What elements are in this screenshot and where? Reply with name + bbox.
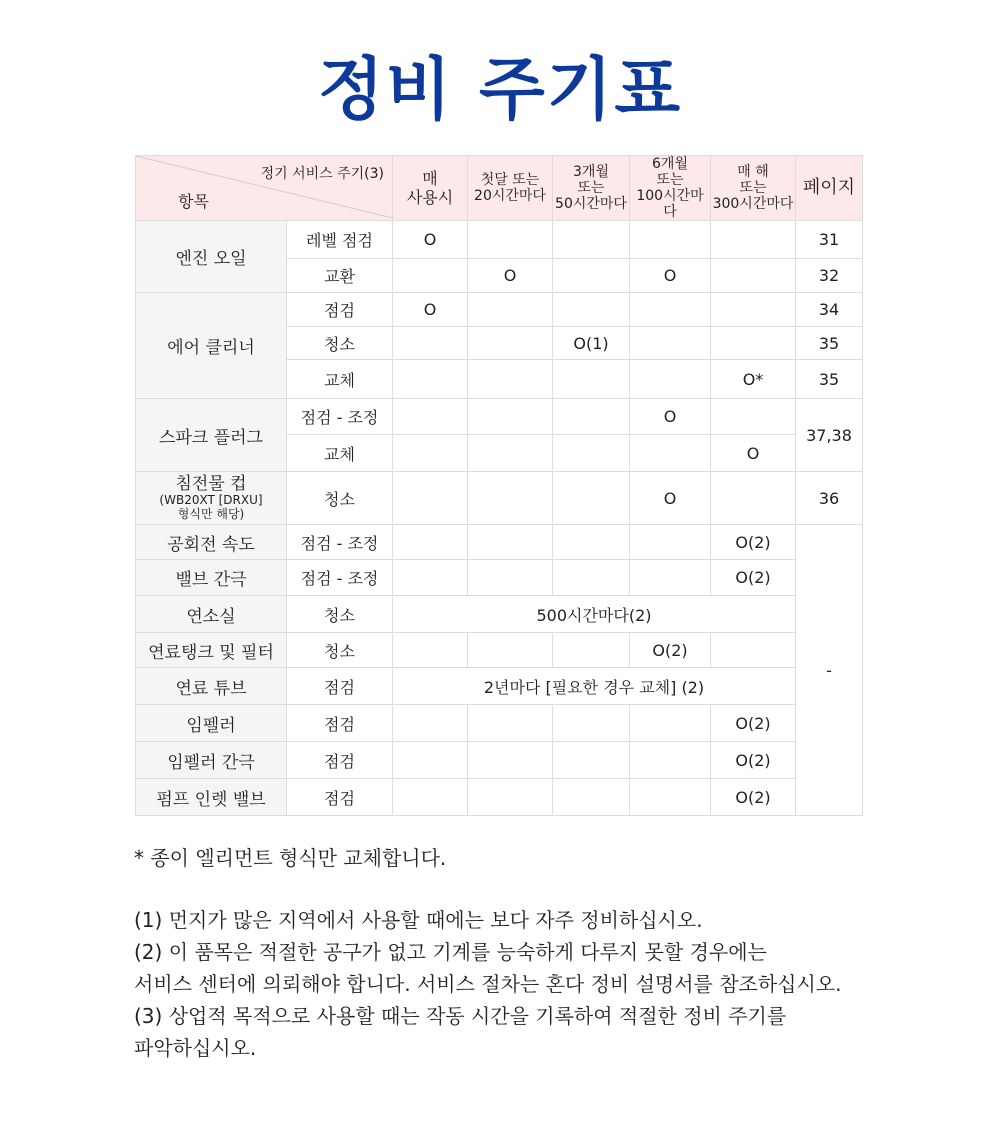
op-cell: 레벨 점검	[287, 221, 393, 259]
empty-cell	[630, 435, 711, 472]
note-2-line-2: 서비스 센터에 의뢰해야 합니다. 서비스 절차는 혼다 정비 설명서를 참조하십시오.	[134, 972, 842, 996]
item-sediment-cup	[136, 472, 287, 525]
empty-cell	[468, 525, 553, 560]
mark-cell: O	[711, 435, 796, 472]
empty-cell	[630, 742, 711, 779]
col-header-6-months	[630, 156, 711, 221]
mark-cell: O	[630, 259, 711, 293]
op-cell: 청소	[287, 596, 393, 633]
mark-cell: O(2)	[711, 742, 796, 779]
empty-cell	[393, 705, 468, 742]
item-valve-clearance: 밸브 간극	[136, 560, 287, 596]
note-2-line-1: (2) 이 품목은 적절한 공구가 없고 기계를 능숙하게 다루지 못할 경우에는	[134, 940, 767, 964]
mark-cell: O(2)	[711, 560, 796, 596]
empty-cell	[393, 779, 468, 816]
empty-cell	[553, 705, 630, 742]
table-row	[136, 668, 863, 705]
item-impeller: 임펠러	[136, 705, 287, 742]
table-row	[136, 293, 863, 327]
note-3-line-2: 파악하십시오.	[134, 1036, 257, 1060]
empty-cell	[393, 472, 468, 525]
item-sub-label: 형식만 해당)	[177, 507, 245, 521]
note-star: * 종이 엘리먼트 형식만 교체합니다.	[134, 846, 447, 870]
empty-cell	[630, 327, 711, 360]
empty-cell	[553, 221, 630, 259]
item-impeller-clearance: 임펠러 간극	[136, 742, 287, 779]
page-cell: 37,38	[796, 399, 863, 472]
empty-cell	[393, 560, 468, 596]
page-cell: -	[796, 525, 863, 816]
empty-cell	[553, 633, 630, 668]
empty-cell	[553, 259, 630, 293]
empty-cell	[630, 293, 711, 327]
col-header-line: 또는	[656, 172, 684, 188]
page-cell: 35	[796, 327, 863, 360]
col-header-line: 20시간마다	[474, 188, 546, 204]
empty-cell	[393, 525, 468, 560]
empty-cell	[711, 221, 796, 259]
page-cell: 36	[796, 472, 863, 525]
empty-cell	[630, 705, 711, 742]
empty-cell	[553, 779, 630, 816]
item-fuel-tank-filter: 연료탱크 및 필터	[136, 633, 287, 668]
table-row	[136, 472, 863, 525]
col-header-line: 300시간마다	[712, 196, 794, 212]
item-engine-oil: 엔진 오일	[136, 221, 287, 293]
empty-cell	[468, 779, 553, 816]
empty-cell	[468, 360, 553, 399]
col-header-every-year	[711, 156, 796, 221]
col-header-line: 매 해	[737, 164, 769, 180]
item-label: 침전물 컵	[175, 474, 247, 494]
mark-cell-span: 500시간마다(2)	[393, 596, 796, 633]
mark-cell: O	[630, 399, 711, 435]
item-pump-inlet-valve: 펌프 인렛 밸브	[136, 779, 287, 816]
note-3-line-1: (3) 상업적 목적으로 사용할 때는 작동 시간을 기록하여 적절한 정비 주기를	[134, 1004, 787, 1028]
mark-cell: O(1)	[553, 327, 630, 360]
item-idle-speed: 공회전 속도	[136, 525, 287, 560]
page-cell: 34	[796, 293, 863, 327]
col-header-page: 페이지	[796, 156, 863, 221]
empty-cell	[393, 633, 468, 668]
table-row	[136, 596, 863, 633]
col-header-every-use	[393, 156, 468, 221]
item-sub-label: (WB20XT [DRXU]	[159, 493, 263, 507]
page-cell: 31	[796, 221, 863, 259]
mark-cell: O(2)	[711, 525, 796, 560]
empty-cell	[711, 259, 796, 293]
table-row	[136, 779, 863, 816]
col-header-line: 3개월	[573, 164, 609, 180]
empty-cell	[393, 399, 468, 435]
empty-cell	[630, 525, 711, 560]
mark-cell: O	[630, 472, 711, 525]
op-cell: 점검	[287, 705, 393, 742]
empty-cell	[553, 742, 630, 779]
item-spark-plug: 스파크 플러그	[136, 399, 287, 472]
col-header-line: 첫달 또는	[480, 172, 540, 188]
note-1: (1) 먼지가 많은 지역에서 사용할 때에는 보다 자주 정비하십시오.	[134, 908, 703, 932]
item-header-label: 항목	[178, 192, 209, 211]
mark-cell: O	[393, 293, 468, 327]
header-row	[136, 156, 863, 221]
empty-cell	[553, 435, 630, 472]
op-cell: 청소	[287, 472, 393, 525]
item-air-cleaner: 에어 클리너	[136, 293, 287, 399]
empty-cell	[468, 293, 553, 327]
empty-cell	[468, 435, 553, 472]
table-row	[136, 742, 863, 779]
col-header-line: 사용시	[406, 188, 454, 207]
table-row	[136, 525, 863, 560]
empty-cell	[711, 633, 796, 668]
page-cell: 32	[796, 259, 863, 293]
op-cell: 교체	[287, 360, 393, 399]
empty-cell	[553, 525, 630, 560]
col-header-line: 또는	[577, 180, 605, 196]
empty-cell	[630, 360, 711, 399]
op-cell: 점검	[287, 742, 393, 779]
empty-cell	[711, 472, 796, 525]
empty-cell	[393, 360, 468, 399]
empty-cell	[393, 259, 468, 293]
op-cell: 점검	[287, 293, 393, 327]
col-header-line: 매	[422, 169, 438, 188]
col-header-first-month	[468, 156, 553, 221]
col-header-3-months	[553, 156, 630, 221]
interval-header-label: 정기 서비스 주기(3)	[260, 166, 384, 182]
op-cell: 교체	[287, 435, 393, 472]
col-header-line: 6개월	[652, 156, 688, 172]
mark-cell: O*	[711, 360, 796, 399]
empty-cell	[553, 293, 630, 327]
op-cell: 점검	[287, 668, 393, 705]
empty-cell	[553, 360, 630, 399]
empty-cell	[468, 705, 553, 742]
col-header-line: 50시간마다	[555, 196, 627, 212]
empty-cell	[393, 435, 468, 472]
maintenance-schedule-table	[135, 155, 863, 816]
mark-cell: O	[393, 221, 468, 259]
page-title: 정비 주기표	[317, 51, 683, 130]
empty-cell	[468, 472, 553, 525]
empty-cell	[630, 560, 711, 596]
table-row	[136, 705, 863, 742]
empty-cell	[468, 560, 553, 596]
item-fuel-tube: 연료 튜브	[136, 668, 287, 705]
col-header-line: 또는	[739, 180, 767, 196]
footnotes	[134, 842, 894, 1064]
mark-cell: O(2)	[711, 779, 796, 816]
mark-cell: O(2)	[711, 705, 796, 742]
table-row	[136, 633, 863, 668]
empty-cell	[553, 560, 630, 596]
op-cell: 점검	[287, 779, 393, 816]
empty-cell	[711, 327, 796, 360]
op-cell: 점검 - 조정	[287, 399, 393, 435]
op-cell: 교환	[287, 259, 393, 293]
table-row	[136, 399, 863, 435]
op-cell: 점검 - 조정	[287, 525, 393, 560]
empty-cell	[553, 472, 630, 525]
table-row	[136, 221, 863, 259]
empty-cell	[393, 327, 468, 360]
op-cell: 청소	[287, 327, 393, 360]
mark-cell: O(2)	[630, 633, 711, 668]
page-cell: 35	[796, 360, 863, 399]
empty-cell	[468, 633, 553, 668]
empty-cell	[630, 221, 711, 259]
empty-cell	[468, 399, 553, 435]
op-cell: 점검 - 조정	[287, 560, 393, 596]
col-header-line: 100시간마다	[636, 188, 704, 220]
empty-cell	[468, 742, 553, 779]
empty-cell	[468, 221, 553, 259]
table-row	[136, 560, 863, 596]
empty-cell	[468, 327, 553, 360]
item-combustion-chamber: 연소실	[136, 596, 287, 633]
mark-cell-span: 2년마다 [필요한 경우 교체] (2)	[393, 668, 796, 705]
empty-cell	[553, 399, 630, 435]
empty-cell	[711, 399, 796, 435]
empty-cell	[630, 779, 711, 816]
empty-cell	[393, 742, 468, 779]
empty-cell	[711, 293, 796, 327]
op-cell: 청소	[287, 633, 393, 668]
header-diagonal-cell	[136, 156, 393, 221]
mark-cell: O	[468, 259, 553, 293]
